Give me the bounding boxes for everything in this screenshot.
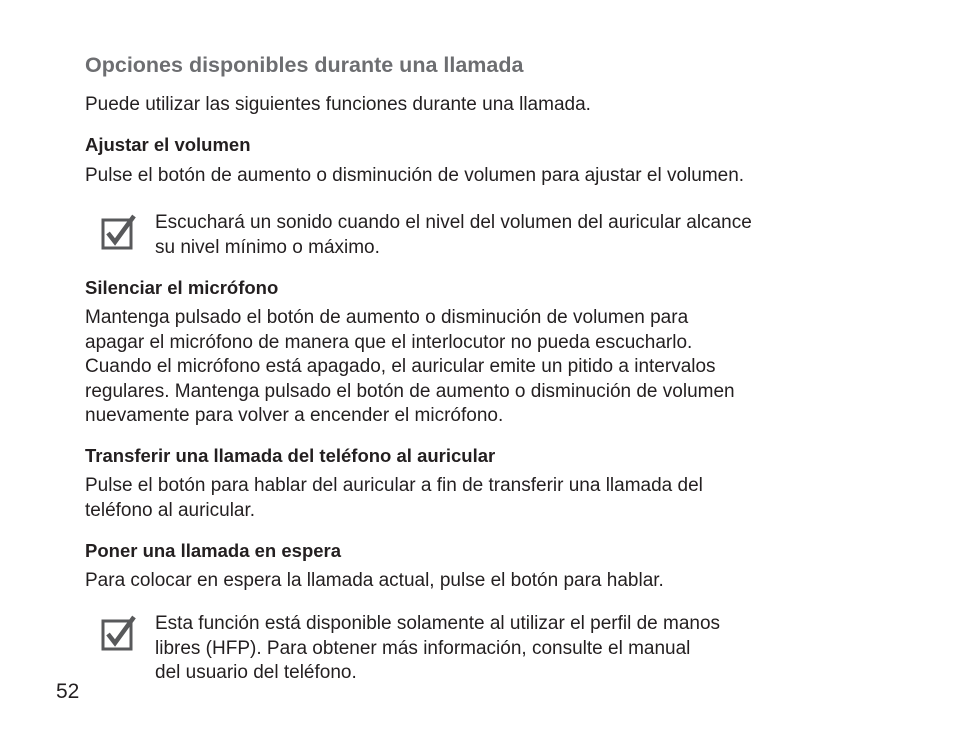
transfer-body-line: teléfono al auricular.: [85, 499, 256, 521]
checkmark-box-icon: [101, 615, 137, 651]
hold-note-line: libres (HFP). Para obtener más información, consulte el manual: [155, 637, 691, 659]
hold-body-line: Para colocar en espera la llamada actual, pulse el botón para hablar.: [85, 570, 664, 591]
mute-body: [85, 306, 735, 429]
hold-note-line: Esta función está disponible solamente al utilizar el perfil de manos: [155, 613, 721, 634]
hold-heading: Poner una llamada en espera: [85, 540, 342, 561]
mute-body-line: apagar el micrófono de manera que el interlocutor no pueda escucharlo.: [85, 331, 693, 353]
transfer-body: [85, 474, 703, 523]
volume-body: [85, 164, 744, 189]
transfer-body-line: Pulse el botón para hablar del auricular a fin de transferir una llamada del: [85, 475, 703, 496]
volume-heading: Ajustar el volumen: [85, 134, 251, 155]
page-title: Opciones disponibles durante una llamada: [85, 53, 524, 77]
checkmark-box-icon: [101, 214, 137, 250]
mute-body-line: Mantenga pulsado el botón de aumento o disminución de volumen para: [85, 307, 689, 328]
mute-body-line: regulares. Mantenga pulsado el botón de aumento o disminución de volumen: [85, 380, 735, 402]
mute-heading: Silenciar el micrófono: [85, 277, 279, 298]
volume-note-line: su nivel mínimo o máximo.: [155, 236, 380, 258]
hold-note-line: del usuario del teléfono.: [155, 662, 357, 683]
page-number: 52: [56, 680, 80, 703]
mute-body-line: nuevamente para volver a encender el micrófono.: [85, 405, 504, 426]
mute-body-line: Cuando el micrófono está apagado, el auricular emite un pitido a intervalos: [85, 356, 716, 377]
hold-body: [85, 569, 664, 594]
volume-note: [155, 211, 752, 260]
transfer-heading: Transferir una llamada del teléfono al auricular: [85, 445, 496, 466]
intro-text: Puede utilizar las siguientes funciones durante una llamada.: [85, 94, 591, 115]
volume-note-line: Escuchará un sonido cuando el nivel del volumen del auricular alcance: [155, 212, 752, 233]
hold-note: [155, 612, 720, 686]
volume-body-line: Pulse el botón de aumento o disminución de volumen para ajustar el volumen.: [85, 165, 745, 186]
